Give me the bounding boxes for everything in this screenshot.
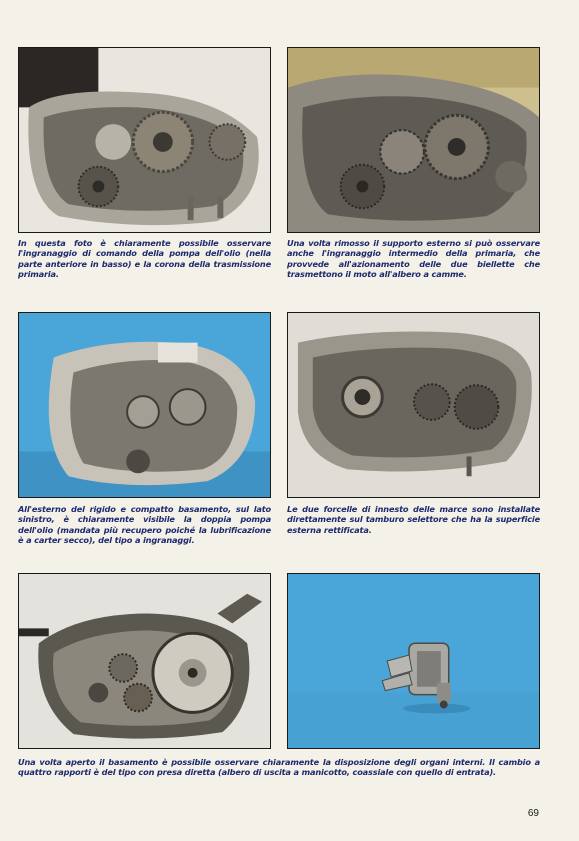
caption-dual-oil-pump: All'esterno del rigido e compatto basamento, sul lato sinistro, è chiaramente visibile la doppia pompa dell'olio (mandata più recupero poiché la lubrificazione è a carter secco), del tipo a ingranaggi.	[18, 504, 271, 546]
photo-crankcase-blue-backdrop	[18, 312, 271, 498]
photo-opened-crankcase	[18, 573, 271, 749]
photo-selector-drum-blue	[287, 573, 540, 749]
photo-gear-selector-forks	[287, 312, 540, 498]
page-number: 69	[527, 808, 539, 819]
caption-opened-crankcase-gearbox: Una volta aperto il basamento è possibile osservare chiaramente la disposizione degli organi interni. Il cambio a quattro rapporti è del tipo con presa diretta (albero di uscita a manicotto, coassiale con quello di entrata).	[18, 757, 540, 778]
caption-primary-intermediate-gear: Una volta rimosso il supporto esterno si può osservare anche l'ingranaggio intermedio della primaria, che provvede all'azionamento delle due biellette che trasmettono il moto all'albero a camme.	[287, 238, 540, 280]
photo-primary-intermediate-gear	[287, 47, 540, 233]
photo-crankcase-oil-pump-gear	[18, 47, 271, 233]
caption-oil-pump-gear: In questa foto è chiaramente possibile osservare l'ingranaggio di comando della pompa dell'olio (nella parte anteriore in basso) e la corona della trasmissione primaria.	[18, 238, 271, 280]
caption-selector-forks: Le due forcelle di innesto delle marce sono installate direttamente sul tamburo selettore che ha la superficie esterna rettificata.	[287, 504, 540, 535]
